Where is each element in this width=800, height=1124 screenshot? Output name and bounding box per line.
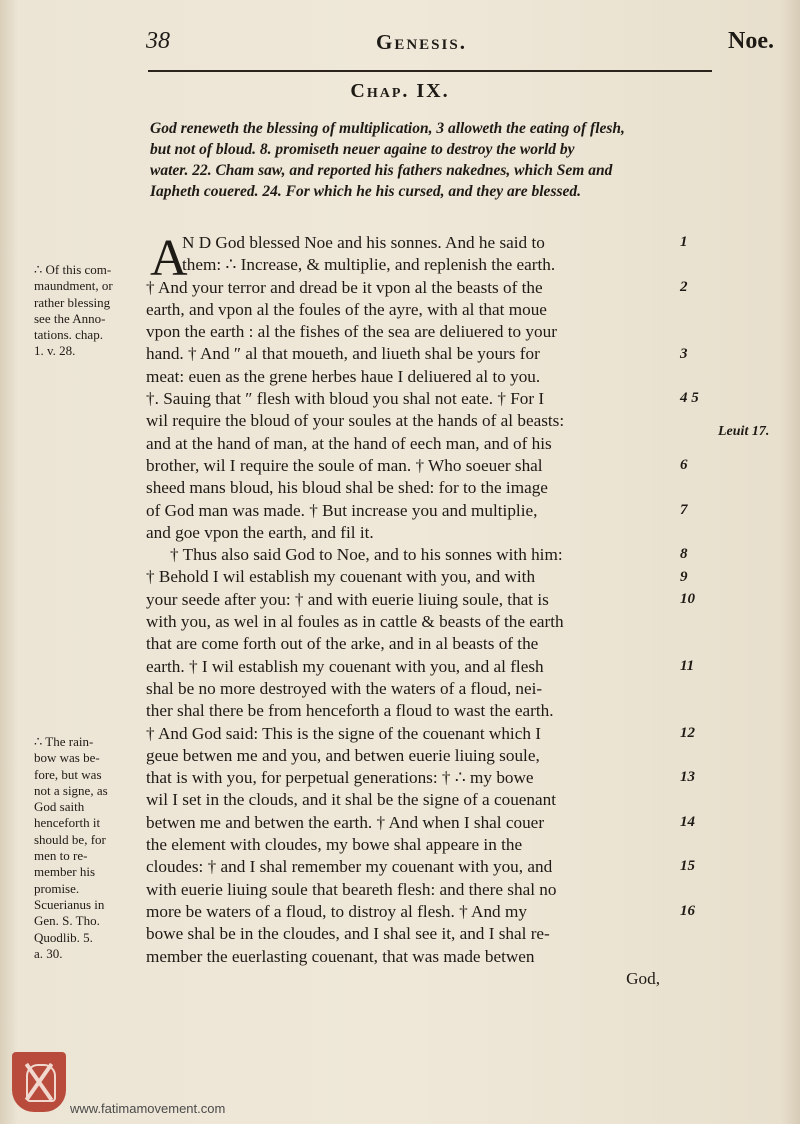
margin-note-line: ∴ Of this com- xyxy=(34,262,112,277)
text-line: sheed mans bloud, his bloud shal be shed: for to the image xyxy=(146,478,548,498)
margin-reference-leviticus: Leuit 17. xyxy=(718,424,770,439)
text-line: more be waters of a floud, to distroy al flesh. † And my xyxy=(146,901,527,921)
text-line: † Thus also said God to Noe, and to his sonnes with him: xyxy=(170,545,563,565)
margin-note-line: bow was be- xyxy=(34,750,100,766)
header-rule xyxy=(148,70,712,72)
text-body xyxy=(146,232,706,990)
margin-note-line: fore, but was xyxy=(34,766,102,782)
margin-note-commandment xyxy=(34,262,144,360)
text-line: † And your terror and dread be it vpon al the beasts of the xyxy=(146,277,543,297)
text-line: wil I set in the clouds, and it shal be the signe of a couenant xyxy=(146,790,557,810)
margin-note-line: Quodlib. 5. xyxy=(34,929,93,945)
verse-number: 10 xyxy=(680,590,695,607)
margin-note-line: God saith xyxy=(34,799,85,815)
text-line: of God man was made. † But increase you and multiplie, xyxy=(146,500,538,520)
text-line: † And God said: This is the signe of the couenant which I xyxy=(146,723,541,743)
margin-note-line: member his xyxy=(34,864,96,880)
page-number: 38 xyxy=(146,28,170,54)
catchword: God, xyxy=(626,968,660,988)
margin-note-line: rather blessing xyxy=(34,294,111,310)
text-line: your seede after you: † and with euerie liuing soule, that is xyxy=(146,589,549,609)
verse-number: 6 xyxy=(680,457,688,473)
margin-note-line: ∴ The rain- xyxy=(34,734,94,749)
running-header xyxy=(0,26,800,56)
margin-note-line: not a signe, as xyxy=(34,782,108,798)
text-line: with euerie liuing soule that beareth flesh: and there shal no xyxy=(146,879,557,899)
text-line: them: ∴ Increase, & multiplie, and replenish the earth. xyxy=(182,255,556,275)
book-title: Genesis. xyxy=(376,30,467,54)
summary-line: Iapheth couered. 24. For which he his cursed, and they are blessed. xyxy=(150,183,582,200)
verse-number: 2 xyxy=(680,278,688,295)
text-line: shal be no more destroyed with the waters of a floud, nei- xyxy=(146,678,543,698)
margin-note-line: tations. chap. xyxy=(34,327,103,343)
text-line: member the euerlasting couenant, that was made betwen xyxy=(146,946,535,966)
margin-note-line: a. 30. xyxy=(34,945,63,961)
text-line: the element with cloudes, my bowe shal appeare in the xyxy=(146,835,523,855)
text-line: with you, as wel in al foules as in cattle & beasts of the earth xyxy=(146,612,564,632)
text-line: N D God blessed Noe and his sonnes. And he said to xyxy=(182,233,545,252)
margin-note-line: Gen. S. Tho. xyxy=(34,913,100,929)
margin-note-line: should be, for xyxy=(34,831,106,847)
text-line: vpon the earth : al the fishes of the sea are deliuered to your xyxy=(146,322,557,342)
verse-number: 9 xyxy=(680,568,688,585)
text-line: † Behold I wil establish my couenant with you, and with xyxy=(146,567,536,587)
verse-number: 7 xyxy=(680,501,688,518)
margin-note-line: promise. xyxy=(34,880,80,896)
text-line: that is with you, for perpetual generations: † ∴ my bowe xyxy=(146,768,534,788)
text-line: hand. † And ″ al that moueth, and liueth shal be yours for xyxy=(146,344,540,364)
text-line: that are come forth out of the arke, and in al beasts of the xyxy=(146,634,539,654)
text-line: and goe vpon the earth, and fil it. xyxy=(146,522,374,542)
chapter-summary xyxy=(150,118,732,202)
text-line: betwen me and betwen the earth. † And when I shal couer xyxy=(146,812,545,832)
verse-number: 16 xyxy=(680,903,695,919)
summary-line: but not of bloud. 8. promiseth neuer againe to destroy the world by xyxy=(150,141,575,158)
header-name: Noe. xyxy=(728,28,774,54)
text-line: and at the hand of man, at the hand of eech man, and of his xyxy=(146,433,552,453)
margin-note-line: Scuerianus in xyxy=(34,896,105,912)
text-line: bowe shal be in the cloudes, and I shal see it, and I shal re- xyxy=(146,924,550,944)
text-line: wil require the bloud of your soules at the hands of al beasts: xyxy=(146,411,565,431)
text-line: earth. † I wil establish my couenant with you, and al flesh xyxy=(146,656,544,676)
text-line: geue betwen me and you, and betwen euerie liuing soule, xyxy=(146,745,540,765)
margin-note-line: henceforth it xyxy=(34,815,101,831)
verse-number: 13 xyxy=(680,769,695,786)
margin-note-rainbow xyxy=(34,734,144,962)
verse-number: 4 5 xyxy=(680,390,699,407)
seal-logo-icon xyxy=(12,1052,66,1112)
verse-number: 8 xyxy=(680,546,688,563)
text-line: brother, wil I require the soule of man. † Who soeuer shal xyxy=(146,455,543,475)
verse-number: 11 xyxy=(680,657,695,674)
summary-line: water. 22. Cham saw, and reported his fathers nakednes, which Sem and xyxy=(150,162,613,179)
text-line: ther shal there be from henceforth a floud to wast the earth. xyxy=(146,701,554,721)
margin-note-line: men to re- xyxy=(34,848,88,864)
verse-number: 15 xyxy=(680,858,695,875)
verse-number: 12 xyxy=(680,724,695,741)
margin-note-line: 1. v. 28. xyxy=(34,343,76,359)
text-line: earth, and vpon al the foules of the ayre, with al that moue xyxy=(146,299,547,319)
margin-note-line: see the Anno- xyxy=(34,310,106,326)
verse-number: 14 xyxy=(680,813,695,830)
text-line: †. Sauing that ″ flesh with bloud you shal not eate. † For I xyxy=(146,389,545,409)
chapter-title: Chap. IX. xyxy=(350,80,450,102)
drop-cap: A xyxy=(150,230,188,287)
verse-number: 3 xyxy=(680,345,688,362)
watermark: www.fatimamovement.com xyxy=(70,1101,226,1116)
text-line: meat: euen as the grene herbes haue I deliuered al to you. xyxy=(146,366,541,386)
summary-line: God reneweth the blessing of multiplication, 3 alloweth the eating of flesh, xyxy=(150,120,625,137)
margin-note-line: maundment, or xyxy=(34,278,113,294)
verse-number: 1 xyxy=(680,234,688,250)
text-line: cloudes: † and I shal remember my couenant with you, and xyxy=(146,857,553,877)
